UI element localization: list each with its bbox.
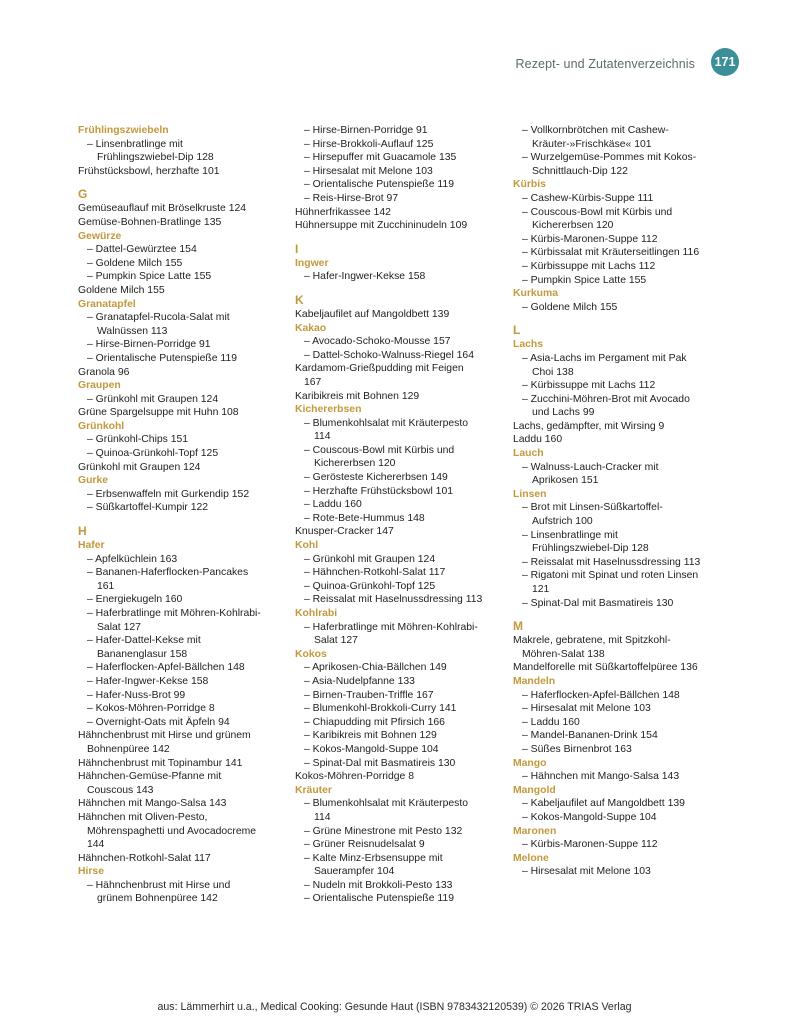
index-category-heading: Maronen (513, 825, 557, 837)
index-category-heading: Lauch (513, 448, 544, 460)
index-column-1 (78, 124, 266, 906)
index-subentry: – Spinat-Dal mit Basmatireis 130 (522, 597, 674, 609)
index-subentry: – Reissalat mit Haselnussdressing 113 (304, 594, 483, 606)
index-subentry: – Dattel-Gewürztee 154 (87, 244, 197, 256)
index-subentry: – Walnuss-Lauch-Cracker mit Aprikosen 151 (522, 461, 659, 487)
index-subentry: – Hirse-Birnen-Porridge 91 (87, 339, 211, 351)
index-category-heading: Hirse (78, 866, 104, 878)
index-subentry: – Goldene Milch 155 (522, 301, 618, 313)
index-subentry: – Grünkohl-Chips 151 (87, 434, 189, 446)
index-subentry: – Orientalische Putenspieße 119 (304, 179, 454, 191)
index-subentry: – Laddu 160 (304, 499, 362, 511)
index-subentry: – Rote-Bete-Hummus 148 (304, 512, 425, 524)
index-subentry: – Erbsenwaffeln mit Gurkendip 152 (87, 488, 250, 500)
index-subentry: – Couscous-Bowl mit Kürbis und Kichererbsen 120 (304, 444, 455, 470)
index-category-heading: Mango (513, 757, 547, 769)
index-subentry: – Orientalische Putenspieße 119 (304, 893, 454, 905)
index-subentry: – Herzhafte Frühstücksbowl 101 (304, 485, 454, 497)
index-category-heading: Kokos (295, 648, 327, 660)
index-column-2 (295, 124, 483, 906)
index-entry: Hähnchen-Gemüse-Pfanne mit Couscous 143 (78, 771, 222, 796)
index-subentry: – Wurzelgemüse-Pommes mit Kokos-Schnittlauch-Dip 122 (522, 152, 697, 177)
index-subentry: – Kürbissuppe mit Lachs 112 (522, 260, 656, 272)
index-category-heading: Kichererbsen (295, 404, 362, 416)
index-subentry: – Linsenbratlinge mit Frühlingszwiebel-Dip 128 (522, 529, 649, 555)
index-entry: Hähnchen-Rotkohl-Salat 117 (78, 852, 211, 864)
index-subentry: – Reissalat mit Haselnussdressing 113 (522, 556, 701, 568)
index-subentry: – Hafer-Dattel-Kekse mit Bananenglasur 158 (87, 635, 201, 660)
index-subentry: – Hafer-Ingwer-Kekse 158 (87, 675, 209, 687)
index-category-heading: Gewürze (78, 230, 122, 242)
index-subentry: – Bananen-Haferflocken-Pancakes 161 (87, 567, 249, 592)
index-entry: Mandelforelle mit Süßkartoffelpüree 136 (513, 662, 698, 674)
index-subentry: – Avocado-Schoko-Mousse 157 (304, 336, 451, 348)
index-subentry: – Apfelküchlein 163 (87, 553, 178, 565)
index-subentry: – Grüner Reisnudelsalat 9 (304, 839, 425, 851)
index-subentry: – Hirse-Birnen-Porridge 91 (304, 125, 428, 136)
index-category-heading: Ingwer (295, 257, 329, 269)
index-subentry: – Hähnchen mit Mango-Salsa 143 (522, 771, 680, 783)
index-subentry: – Aprikosen-Chia-Bällchen 149 (304, 662, 447, 674)
index-entry: Karibikreis mit Bohnen 129 (295, 390, 420, 402)
index-entry: Grüne Spargelsuppe mit Huhn 108 (78, 407, 239, 419)
index-letter-heading: G (78, 187, 88, 202)
index-subentry: – Linsenbratlinge mit Frühlingszwiebel-Dip 128 (87, 138, 214, 164)
index-entry: Knusper-Cracker 147 (295, 526, 394, 538)
index-entry: Gemüseauflauf mit Bröselkruste 124 (78, 203, 247, 215)
index-subentry: – Nudeln mit Brokkoli-Pesto 133 (304, 879, 453, 891)
index-subentry: – Kürbis-Maronen-Suppe 112 (522, 839, 658, 851)
index-subentry: – Hafer-Nuss-Brot 99 (87, 689, 186, 701)
running-header-title: Rezept- und Zutatenverzeichnis (515, 57, 695, 71)
index-subentry: – Haferbratlinge mit Möhren-Kohlrabi-Salat 127 (87, 608, 261, 633)
index-letter-heading: K (295, 292, 304, 307)
index-subentry: – Brot mit Linsen-Süßkartoffel-Aufstrich 100 (522, 502, 663, 528)
index-subentry: – Haferflocken-Apfel-Bällchen 148 (522, 689, 680, 701)
index-category-heading: Frühlingszwiebeln (78, 125, 169, 136)
index-subentry: – Kürbissalat mit Kräuterseitlingen 116 (522, 247, 700, 259)
index-subentry: – Kabeljaufilet auf Mangoldbett 139 (522, 798, 685, 810)
index-subentry: – Energiekugeln 160 (87, 594, 183, 606)
index-subentry: – Hirsesalat mit Melone 103 (522, 703, 651, 715)
index-category-heading: Kakao (295, 322, 327, 334)
index-entry: Hähnchenbrust mit Topinambur 141 (78, 757, 243, 769)
index-subentry: – Blumenkohlsalat mit Kräuterpesto 114 (304, 798, 469, 823)
index-subentry: – Karibikreis mit Bohnen 129 (304, 730, 437, 742)
index-entry: Makrele, gebratene, mit Spitzkohl-Möhren-Salat 138 (513, 635, 671, 660)
index-entry: Granola 96 (78, 366, 130, 378)
index-entry: Kabeljaufilet auf Mangoldbett 139 (295, 308, 450, 320)
index-subentry: – Hähnchenbrust mit Hirse und grünem Bohnenpüree 142 (87, 879, 231, 905)
index-category-heading: Kurkuma (513, 288, 559, 300)
index-subentry: – Granatapfel-Rucola-Salat mit Walnüssen 113 (87, 312, 230, 337)
index-column-3 (513, 124, 701, 879)
index-subentry: – Pumpkin Spice Latte 155 (87, 271, 212, 283)
index-subentry: – Mandel-Bananen-Drink 154 (522, 730, 658, 742)
index-subentry: – Grünkohl mit Graupen 124 (87, 393, 219, 405)
index-category-heading: Linsen (513, 488, 547, 500)
index-category-heading: Kürbis (513, 179, 546, 191)
index-subentry: – Haferbratlinge mit Möhren-Kohlrabi-Salat 127 (304, 621, 478, 647)
index-entry: Hühnerfrikassee 142 (295, 206, 391, 218)
index-category-heading: Hafer (78, 540, 105, 552)
index-category-heading: Gurke (78, 475, 109, 487)
index-subentry: – Kokos-Mangold-Suppe 104 (522, 811, 657, 823)
index-category-heading: Granatapfel (78, 298, 136, 310)
index-category-heading: Mangold (513, 784, 556, 796)
index-entry: Grünkohl mit Graupen 124 (78, 461, 201, 473)
index-subentry: – Chiapudding mit Pfirsich 166 (304, 716, 445, 728)
index-category-heading: Mandeln (513, 675, 556, 687)
index-subentry: – Dattel-Schoko-Walnuss-Riegel 164 (304, 349, 474, 361)
index-category-heading: Melone (513, 852, 549, 864)
index-letter-heading: L (513, 323, 521, 338)
index-subentry: – Kokos-Möhren-Porridge 8 (87, 703, 215, 715)
index-subentry: – Spinat-Dal mit Basmatireis 130 (304, 757, 456, 769)
index-subentry: – Goldene Milch 155 (87, 257, 183, 269)
index-entry: Laddu 160 (513, 434, 563, 446)
index-subentry: – Grüne Minestrone mit Pesto 132 (304, 825, 463, 837)
index-subentry: – Kürbis-Maronen-Suppe 112 (522, 233, 658, 245)
index-category-heading: Lachs (513, 339, 544, 351)
index-entry: Hähnchenbrust mit Hirse und grünem Bohnenpüree 142 (78, 730, 251, 755)
index-subentry: – Kokos-Mangold-Suppe 104 (304, 743, 439, 755)
index-subentry: – Pumpkin Spice Latte 155 (522, 274, 647, 286)
index-category-heading: Grünkohl (78, 420, 125, 432)
index-subentry: – Quinoa-Grünkohl-Topf 125 (304, 580, 436, 592)
index-entry: Hähnchen mit Oliven-Pesto, Möhrenspaghetti und Avocadocreme 144 (78, 811, 257, 851)
index-entry: Lachs, gedämpfter, mit Wirsing 9 (513, 420, 665, 432)
index-subentry: – Asia-Nudelpfanne 133 (304, 675, 415, 687)
index-entry: Goldene Milch 155 (78, 284, 165, 296)
page-number-badge: 171 (711, 48, 739, 76)
index-letter-heading: M (513, 619, 523, 634)
index-subentry: – Overnight-Oats mit Äpfeln 94 (87, 716, 230, 728)
index-category-heading: Graupen (78, 380, 121, 392)
index-subentry: – Hafer-Ingwer-Kekse 158 (304, 271, 426, 283)
index-subentry: – Blumenkohlsalat mit Kräuterpesto 114 (304, 417, 469, 443)
index-subentry: – Hähnchen-Rotkohl-Salat 117 (304, 567, 446, 579)
index-subentry: – Kalte Minz-Erbsensuppe mit Sauerampfer 104 (304, 852, 443, 878)
index-subentry: – Gerösteste Kichererbsen 149 (304, 472, 448, 484)
index-entry: Kardamom-Grießpudding mit Feigen 167 (295, 363, 464, 388)
index-subentry: – Süßes Birnenbrot 163 (522, 743, 632, 755)
index-letter-heading: I (295, 241, 299, 256)
index-subentry: – Birnen-Trauben-Triffle 167 (304, 689, 434, 701)
index-subentry: – Quinoa-Grünkohl-Topf 125 (87, 448, 219, 460)
index-subentry: – Süßkartoffel-Kumpir 122 (87, 502, 209, 514)
index-subentry: – Hirsesalat mit Melone 103 (304, 165, 433, 177)
index-subentry: – Laddu 160 (522, 716, 580, 728)
index-subentry: – Orientalische Putenspieße 119 (87, 352, 237, 364)
index-entry: Hähnchen mit Mango-Salsa 143 (78, 798, 227, 810)
index-category-heading: Kräuter (295, 784, 332, 796)
index-subentry: – Blumenkohl-Brokkoli-Curry 141 (304, 703, 457, 715)
index-subentry: – Grünkohl mit Graupen 124 (304, 553, 436, 565)
index-category-heading: Kohlrabi (295, 608, 338, 619)
index-subentry: – Reis-Hirse-Brot 97 (304, 192, 399, 204)
index-subentry: – Kürbissuppe mit Lachs 112 (522, 380, 656, 392)
index-subentry: – Hirsesalat mit Melone 103 (522, 866, 651, 878)
index-subentry: – Asia-Lachs im Pergament mit Pak Choi 138 (522, 352, 687, 378)
index-entry: Gemüse-Bohnen-Bratlinge 135 (78, 216, 222, 228)
index-entry: Frühstücksbowl, herzhafte 101 (78, 165, 220, 177)
index-subentry: – Cashew-Kürbis-Suppe 111 (522, 192, 654, 204)
index-category-heading: Kohl (295, 540, 319, 552)
index-letter-heading: H (78, 524, 87, 539)
index-entry: Hühnersuppe mit Zucchininudeln 109 (295, 220, 468, 232)
index-subentry: – Haferflocken-Apfel-Bällchen 148 (87, 662, 245, 674)
footer-citation: aus: Lämmerhirt u.a., Medical Cooking: Gesunde Haut (ISBN 9783432120539) © 2026 TRIAS Verlag (157, 1001, 632, 1013)
index-subentry: – Hirse-Brokkoli-Auflauf 125 (304, 138, 434, 150)
index-subentry: – Hirsepuffer mit Guacamole 135 (304, 152, 457, 164)
index-subentry: – Zucchini-Möhren-Brot mit Avocado und Lachs 99 (522, 393, 690, 419)
index-subentry: – Vollkornbrötchen mit Cashew-Kräuter-»Frischkäse« 101 (522, 125, 669, 150)
index-subentry: – Couscous-Bowl mit Kürbis und Kichererbsen 120 (522, 206, 673, 232)
index-entry: Kokos-Möhren-Porridge 8 (295, 771, 414, 783)
index-subentry: – Rigatoni mit Spinat und roten Linsen 121 (522, 570, 699, 595)
